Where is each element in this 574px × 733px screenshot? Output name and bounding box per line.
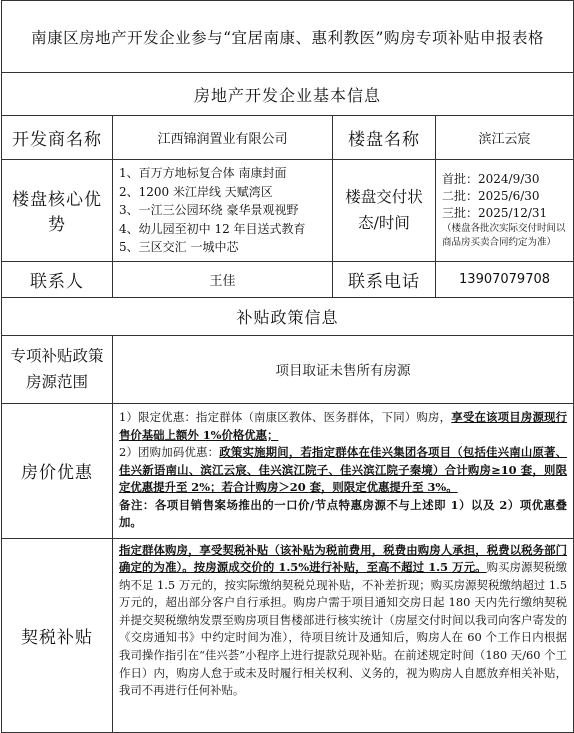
scope-label: 专项补贴政策房源范围 bbox=[2, 335, 113, 403]
advantages-label: 楼盘核心优势 bbox=[2, 160, 113, 262]
project-label: 楼盘名称 bbox=[333, 116, 436, 160]
delivery-label: 楼盘交付状态/时间 bbox=[333, 160, 436, 262]
advantages-list bbox=[113, 160, 333, 262]
advantage-item: 3、一江三公园环绕 豪华景观视野 bbox=[119, 203, 299, 217]
phone-value: 13907079708 bbox=[436, 261, 574, 297]
price-p2-text: 2）团购加码优惠： bbox=[119, 445, 220, 460]
advantage-item: 5、三区交汇 一城中芯 bbox=[119, 240, 239, 254]
delivery-batch: 二批：2025/6/30 bbox=[442, 188, 540, 203]
price-label: 房价优惠 bbox=[2, 403, 113, 538]
delivery-batch: 三批：2025/12/31 bbox=[442, 205, 548, 220]
contact-value: 王佳 bbox=[113, 261, 333, 297]
policy-heading: 补贴政策信息 bbox=[2, 297, 574, 335]
price-details bbox=[113, 403, 574, 538]
delivery-dates bbox=[436, 160, 574, 262]
basic-info-heading: 房地产开发企业基本信息 bbox=[2, 73, 574, 116]
delivery-batch: 首批：2024/9/30 bbox=[442, 171, 540, 186]
delivery-note: （楼盘各批次实际交付时间以商品房买卖合同约定为准） bbox=[442, 222, 566, 248]
subsidy-form-table bbox=[1, 0, 574, 733]
price-p2-highlight: 政策实施期间，若指定群体在佳兴集团各项目（包括佳兴南山原著、佳兴新语南山、滨江云宸、佳兴滨江院子、佳兴滨江院子秦境）合计购房≥10 套，则限定优惠提升至 2%；若合计购房＞20 套，则限定优惠提升至 3%。 bbox=[119, 445, 568, 495]
advantage-item: 4、幼儿园至初中 12 年目送式教育 bbox=[119, 221, 306, 236]
price-p1-highlight: 享受在该项目房源现行售价基础上额外 1%价格优惠； bbox=[119, 409, 568, 442]
contact-label: 联系人 bbox=[2, 261, 113, 297]
phone-label: 联系电话 bbox=[333, 261, 436, 297]
advantage-item: 1、百万方地标复合体 南康封面 bbox=[119, 166, 287, 180]
developer-label: 开发商名称 bbox=[2, 116, 113, 160]
advantage-item: 2、1200 米江岸线 天赋湾区 bbox=[119, 184, 273, 199]
deed-details bbox=[113, 538, 574, 732]
price-p1-text: 1）限定优惠：指定群体（南康区教体、医务群体，下同）购房， bbox=[119, 409, 452, 424]
deed-label: 契税补贴 bbox=[2, 538, 113, 732]
form-title: 南康区房地产开发企业参与“宜居南康、惠利教医”购房专项补贴申报表格 bbox=[2, 1, 574, 73]
deed-highlight: 指定群体购房，享受契税补贴（该补贴为税前费用，税费由购房人承担，税费以税务部门确定的为准）。按房源成交价的 1.5%进行补贴，至高不超过 1.5 万元。 bbox=[119, 542, 568, 575]
project-value: 滨江云宸 bbox=[436, 116, 574, 160]
deed-text: 购买房源契税缴纳不足 1.5 万元的，按实际缴纳契税兑现补贴，不补差折现；购买房源契税缴纳超过 1.5 万元的，超出部分客户自行承担。购房户需于项目通知交房日起 180 天内先行缴纳契税并提交契税缴纳发票至购房项目售楼部进行核实统计（房屋交付时间以我司向客户寄发的《交房通知书》中约定时间为准），待项目统计及通知后，购房人在 60 个工作日内根据我司操作指引在“佳兴荟”小程序上进行提款兑现补贴。在前述规定时间（180 天/60 个工作日）内，购房人怠于或未及时履行相关权利、义务的，视为购房人自愿放弃相关补贴，我司不再进行任何补贴。 bbox=[119, 560, 568, 698]
developer-value: 江西锦润置业有限公司 bbox=[113, 116, 333, 160]
scope-value: 项目取证未售所有房源 bbox=[113, 335, 574, 403]
price-remark: 备注：各项目销售案场推出的一口价/节点特惠房源不与上述即 1）以及 2）项优惠叠加。 bbox=[119, 497, 568, 530]
